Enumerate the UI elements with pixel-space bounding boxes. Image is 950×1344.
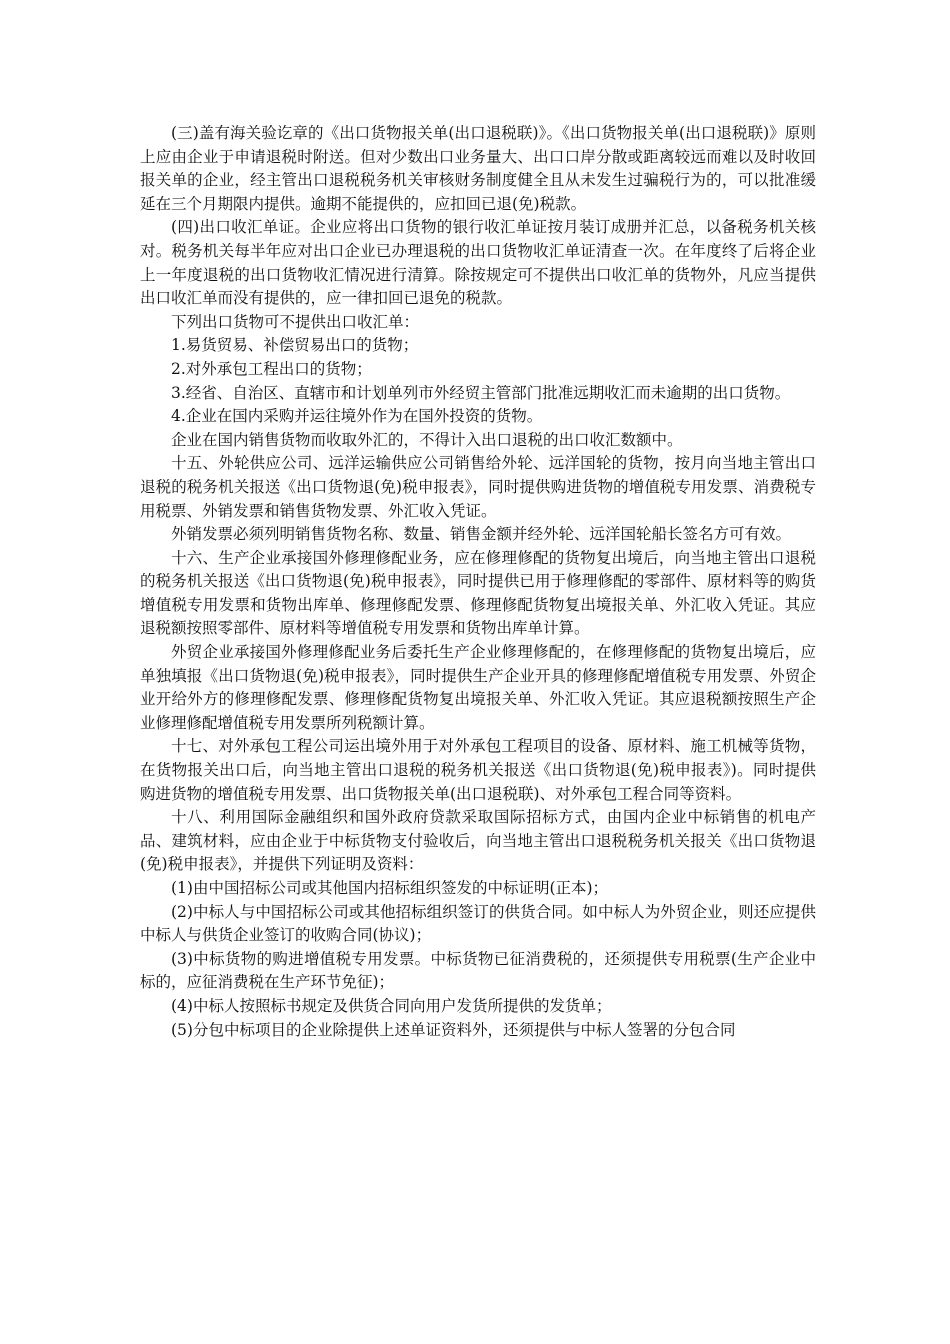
- list-item-supply-contract: (2)中标人与中国招标公司或其他招标组织签订的供货合同。如中标人为外贸企业，则还应提供中标人与供货企业签订的收购合同(协议)；: [140, 902, 816, 945]
- paragraph-trading-repair: 外贸企业承接国外修理修配业务后委托生产企业修理修配的，在修理修配的货物复出境后，应单独填报《出口货物退(免)税申报表》，同时提供生产企业开具的修理修配增值税专用发票、外贸企业开给外方的修理修配发票、修理修配货物复出境报关单、外汇收入凭证。其应退税额按照生产企业修理修配增值税专用发票所列税额计算。: [140, 643, 816, 732]
- list-item-subcontract: (5)分包中标项目的企业除提供上述单证资料外，还须提供与中标人签署的分包合同: [171, 1020, 736, 1039]
- paragraph-domestic-sales-note: 企业在国内销售货物而收取外汇的，不得计入出口退税的出口收汇数额中。: [171, 430, 683, 449]
- paragraph-section-18: 十八、利用国际金融组织和国外政府贷款采取国际招标方式，由国内企业中标销售的机电产品、建筑材料，应由企业于中标货物支付验收后，向当地主管出口退税税务机关报关《出口货物退(免)税申报表》，并提供下列证明及资料：: [140, 808, 816, 874]
- list-item-barter-trade: 1.易货贸易、补偿贸易出口的货物；: [171, 336, 419, 355]
- list-item-vat-invoice: (3)中标货物的购进增值税专用发票。中标货物已征消费税的，还须提供专用税票(生产企业中标的，应征消费税在生产环节免征)；: [140, 949, 816, 992]
- document-page: [140, 122, 816, 1042]
- paragraph-section-16: 十六、生产企业承接国外修理修配业务，应在修理修配的货物复出境后，向当地主管出口退税的税务机关报送《出口货物退(免)税申报表》，同时提供已用于修理修配的零部件、原材料等的购货增值税专用发票和货物出库单、修理修配发票、修理修配货物复出境报关单、外汇收入凭证。其应退税额按照零部件、原材料等增值税专用发票和货物出库单计算。: [140, 548, 816, 638]
- list-item-delivery-note: (4)中标人按照标书规定及供货合同向用户发货所提供的发货单；: [171, 996, 612, 1015]
- paragraph-exemptions-intro: 下列出口货物可不提供出口收汇单：: [171, 312, 420, 331]
- list-item-bid-certificate: (1)由中国招标公司或其他国内招标组织签发的中标证明(正本)；: [171, 879, 609, 897]
- paragraph-customs-declaration: (三)盖有海关验讫章的《出口货物报关单(出口退税联)》。《出口货物报关单(出口退税联)》原则上应由企业于申请退税时附送。但对少数出口业务量大、出口口岸分散或距离较远而难以及时收回报关单的企业，经主管出口退税税务机关审核财务制度健全且从未发生过骗税行为的，可以批准缓延在三个月期限内提供。逾期不能提供的，应扣回已退(免)税款。: [140, 124, 816, 213]
- list-item-contracted-projects: 2.对外承包工程出口的货物；: [171, 359, 372, 378]
- list-item-overseas-investment: 4.企业在国内采购并运往境外作为在国外投资的货物。: [171, 407, 543, 426]
- paragraph-section-15: 十五、外轮供应公司、远洋运输供应公司销售给外轮、远洋国轮的货物，按月向当地主管出口退税的税务机关报送《出口货物退(免)税申报表》，同时提供购进货物的增值税专用发票、消费税专用税票、外销发票和销售货物发票、外汇收入凭证。: [140, 454, 816, 520]
- list-item-deferred-collection: 3.经省、自治区、直辖市和计划单列市外经贸主管部门批准远期收汇而未逾期的出口货物。: [171, 383, 791, 402]
- paragraph-section-17: 十七、对外承包工程公司运出境外用于对外承包工程项目的设备、原材料、施工机械等货物，在货物报关出口后，向当地主管出口退税的税务机关报送《出口货物退(免)税申报表》)。同时提供购进货物的增值税专用发票、出口货物报关单(出口退税联)、对外承包工程合同等资料。: [140, 737, 816, 803]
- paragraph-foreign-exchange-receipt: (四)出口收汇单证。企业应将出口货物的银行收汇单证按月装订成册并汇总，以备税务机关核对。税务机关每半年应对出口企业已办理退税的出口货物收汇单证清查一次。在年度终了后将企业上一年度退税的出口货物收汇情况进行清算。除按规定可不提供出口收汇单的货物外，凡应当提供出口收汇单而没有提供的，应一律扣回已退免的税款。: [140, 218, 816, 308]
- paragraph-export-invoice-note: 外销发票必须列明销售货物名称、数量、销售金额并经外轮、远洋国轮船长签名方可有效。: [171, 525, 792, 544]
